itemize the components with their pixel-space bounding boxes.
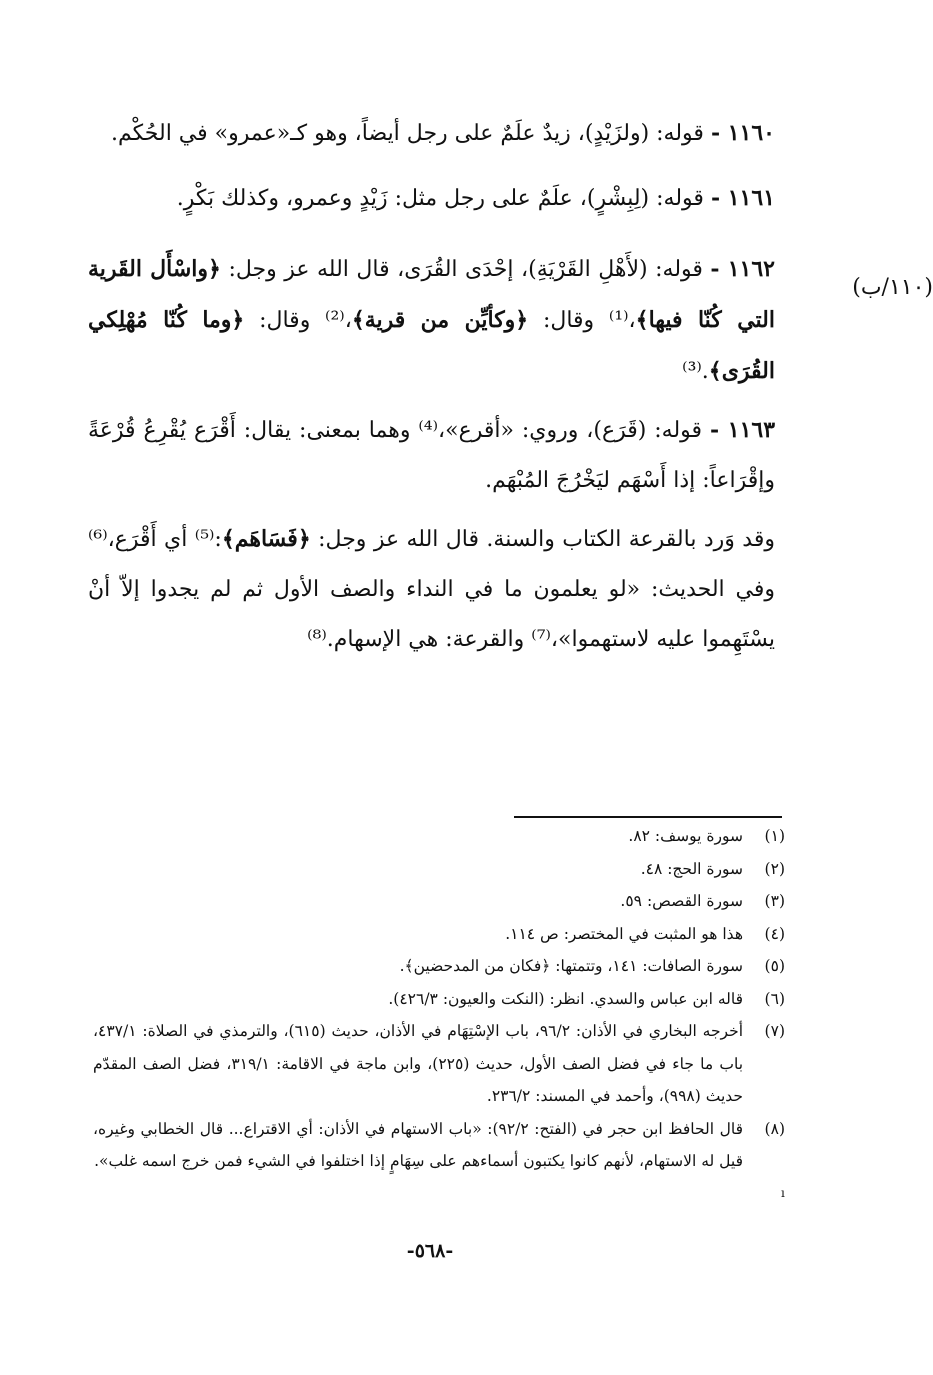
footnote-number: (٨) — [764, 1119, 785, 1138]
footnote-text: قاله ابن عباس والسدي. انظر: (النكت والعيون: ٤٢٦/٣). — [388, 989, 743, 1008]
quran-quote: ﴿فَسَاهَم﴾ — [221, 526, 311, 552]
main-text — [88, 108, 775, 683]
footnote — [93, 1113, 785, 1178]
footnote-text: قال الحافظ ابن حجر في (الفتح: ٩٢/٢): «باب الاستهام في الأذان: أي الاقتراع... قال الخطابي وغيره، قيل له الاستهام، لأنهم كانوا يكتبون أسماءهم على سِهَامٍ إذا اختلفوا في الشيء فمن خرج اسمه غلب». — [93, 1119, 744, 1170]
entry-text: قوله: (ولزَيْدٍ)، زيدٌ علَمٌ على رجل أيضاً، وهو كـ«عمرو» في الحُكْم. — [111, 121, 704, 146]
paragraph-text: وقد وَرد بالقرعة الكتاب والسنة. قال الله عز وجل: — [318, 527, 775, 552]
entry-1161 — [88, 173, 775, 224]
footnote-text: سورة القصص: ٥٩. — [620, 892, 743, 910]
scan-mark: ı — [781, 1186, 785, 1200]
footnote-number: (٥) — [764, 957, 785, 975]
entry-number: ١١٦٣ - — [710, 417, 776, 443]
footnote — [93, 983, 785, 1016]
quran-quote: ﴿واسْأَل القَرية التي كُنّا فيها﴾ — [88, 256, 775, 333]
footnote-number: (٧) — [764, 1022, 785, 1040]
footnote-ref-text: ،⁽²⁾ وقال: — [259, 308, 352, 333]
footnote — [93, 885, 785, 918]
footnote-number: (١) — [764, 827, 785, 845]
footnote-number: (٢) — [764, 859, 785, 878]
entry-text: قوله: (قَرَع)، وروي: «أقرع»،⁽⁴⁾ وهما بمعنى: يقال: أَقْرَع يُقْرِعُ قُرْعَةً وإقْرَاعاً: إذا أَسْهَم ليَخْرُجَ المُبْهَم. — [88, 418, 775, 493]
footnote-text: سورة يوسف: ٨٢. — [628, 827, 743, 845]
entry-text: قوله: (لِبِشْرٍ)، علَمٌ على رجل مثل: زَيْدٍ وعمرو، وكذلك بَكْرٍ. — [176, 186, 704, 211]
entry-1163 — [88, 405, 775, 506]
footnote — [93, 918, 785, 951]
footnote-ref-text: ،⁽¹⁾ وقال: — [542, 308, 636, 333]
footnote-number: (٦) — [764, 989, 785, 1008]
footnote — [93, 820, 785, 853]
footnote-text: سورة الحج: ٤٨. — [640, 859, 743, 878]
footnote-ref-text: .⁽³⁾ — [682, 359, 709, 384]
folio-margin-note: (١١٠/ب) — [852, 275, 933, 300]
footnote-divider — [514, 816, 782, 818]
entry-number: ١١٦١ - — [710, 185, 775, 211]
footnote — [93, 853, 785, 886]
entry-number: ١١٦٠ - — [710, 120, 775, 146]
footnote — [93, 950, 785, 983]
footnotes — [93, 820, 785, 1178]
footnote-text: هذا هو المثبت في المختصر: ص ١١٤. — [505, 924, 743, 943]
entry-1160 — [88, 108, 775, 159]
entry-number: ١١٦٢ - — [710, 256, 775, 282]
entry-text: قوله: (لأَهْلِ القَرْيَةِ)، إحْدَى القُرَى، قال الله عز وجل: — [228, 257, 703, 282]
paragraph-text: :⁽⁵⁾ أي أَقْرَع،⁽⁶⁾ وفي الحديث: «لو يعلمون ما في النداء والصف الأول ثم لم يجدوا إلاّ أنْ يسْتَهِموا عليه لاستهموا»،⁽⁷⁾ والقرعة: هي الإسهام.⁽⁸⁾ — [88, 527, 775, 652]
footnote-text: أخرجه البخاري في الأذان: ٩٦/٢، باب الإسْتِهَام في الأذان، حديث (٦١٥)، والترمذي في الصلاة: ٤٣٧/١، باب ما جاء في فضل الصف الأول، حديث (٢٢٥)، وابن ماجة في الاقامة: ٣١٩/١، فضل الصف المقدّم حديث (٩٩٨)، وأحمد في المسند: ٢٣٦/٢. — [93, 1022, 744, 1105]
footnote-number: (٣) — [764, 892, 785, 910]
quran-quote: ﴿وما كُنّا مُهْلِكي القُرَى﴾ — [88, 307, 775, 384]
footnote — [93, 1015, 785, 1113]
entry-1162 — [88, 244, 775, 397]
quran-quote: ﴿وكأيِّن من قرية﴾ — [351, 307, 529, 333]
qurah-paragraph — [88, 514, 775, 665]
footnote-text: سورة الصافات: ١٤١، وتتمتها: ﴿فكان من المدحضين﴾. — [399, 957, 743, 975]
page-number: -٥٦٨- — [406, 1240, 454, 1262]
footnote-number: (٤) — [764, 924, 785, 943]
